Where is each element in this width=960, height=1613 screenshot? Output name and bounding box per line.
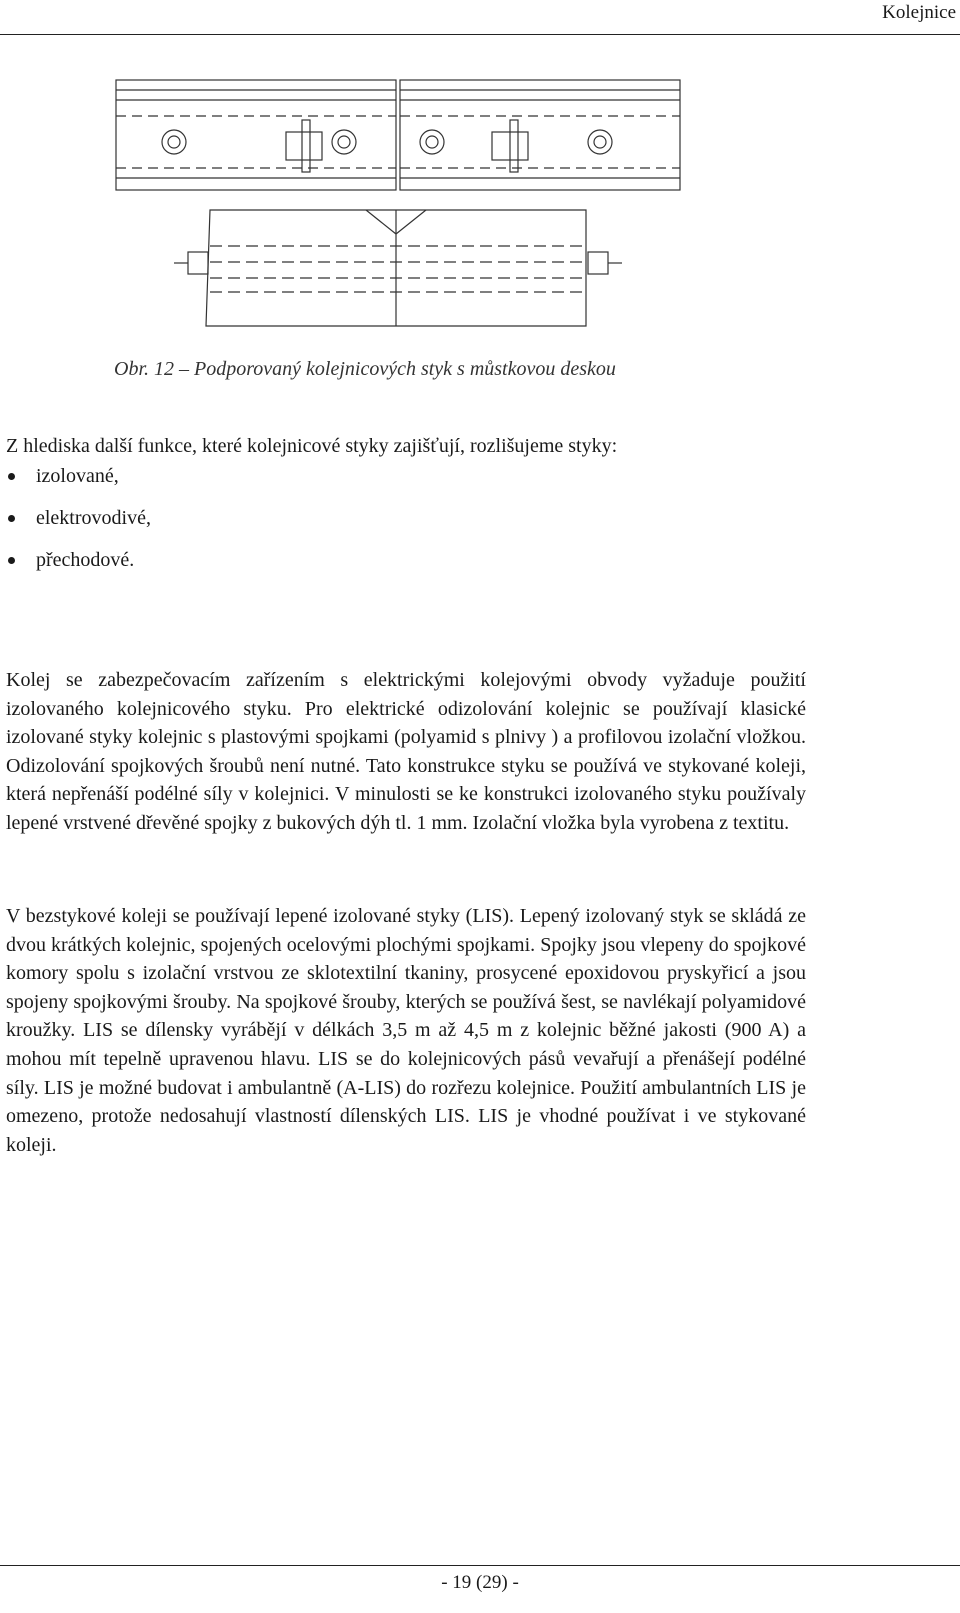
paragraph-lis: V bezstykové koleji se používají lepené izolované styky (LIS). Lepený izolovaný styk se skládá ze dvou krátkých kolejnic, spojených ocelovými plochými spojkami. Spojky jsou vlepeny do spojkové komory spolu s izolační vrstvou ze sklotextilní tkaniny, prosycené epoxidovou pryskyřicí a jsou spojeny spojkovými šrouby. Na spojkové šrouby, kterých se používá šest, se navlékají polyamidové kroužky. LIS se dílensky vyrábějí v délkách 3,5 m až 4,5 m z kolejnic běžné jakosti (900 A) a mohou mít tepelně upravenou hlavu. LIS se do kolejnicových pásů vevařují a přenášejí podélné síly. LIS je možné budovat i ambulantně (A-LIS) do rozřezu kolejnice. Použití ambulantních LIS je omezeno, protože nedosahují vlastností dílenských LIS. LIS je vhodné používat i ve stykované koleji. [6,905,806,1156]
intro-text: Z hlediska další funkce, které kolejnicové styky zajišťují, rozlišujeme styky: [6,435,618,457]
list-item: přechodové. [8,546,151,588]
page-number: - 19 (29) - [441,1572,519,1593]
footer-rule [0,1565,960,1566]
figure-caption: Obr. 12 – Podporovaný kolejnicových styk s můstkovou deskou [114,358,616,380]
list-item: elektrovodivé, [8,504,151,546]
list-item: izolované, [8,462,151,504]
paragraph-isolated-joint: Kolej se zabezpečovacím zařízením s elektrickými kolejovými obvody vyžaduje použití izolovaného kolejnicového styku. Pro elektrické odizolování kolejnic se používají klasické izolované styky kolejnic s plastovými spojkami (polyamid s plnivy ) a profilovou izolační vložkou. Odizolování spojkových šroubů není nutné. Tato konstrukce styku se používá ve stykované koleji, která nepřenáší podélné síly v kolejnici. V minulosti se ke konstrukci izolovaného styku používaly lepené vrstvené dřevěné spojky z bukových dýh tl. 1 mm. Izolační vložka byla vyrobena z textitu. [6,669,806,834]
bullet-list [8,462,151,588]
header-title: Kolejnice [882,2,956,23]
running-header [0,0,960,35]
bullet-icon [8,557,15,564]
bullet-icon [8,515,15,522]
bullet-icon [8,473,15,480]
rail-joint-drawing-icon [96,76,696,346]
